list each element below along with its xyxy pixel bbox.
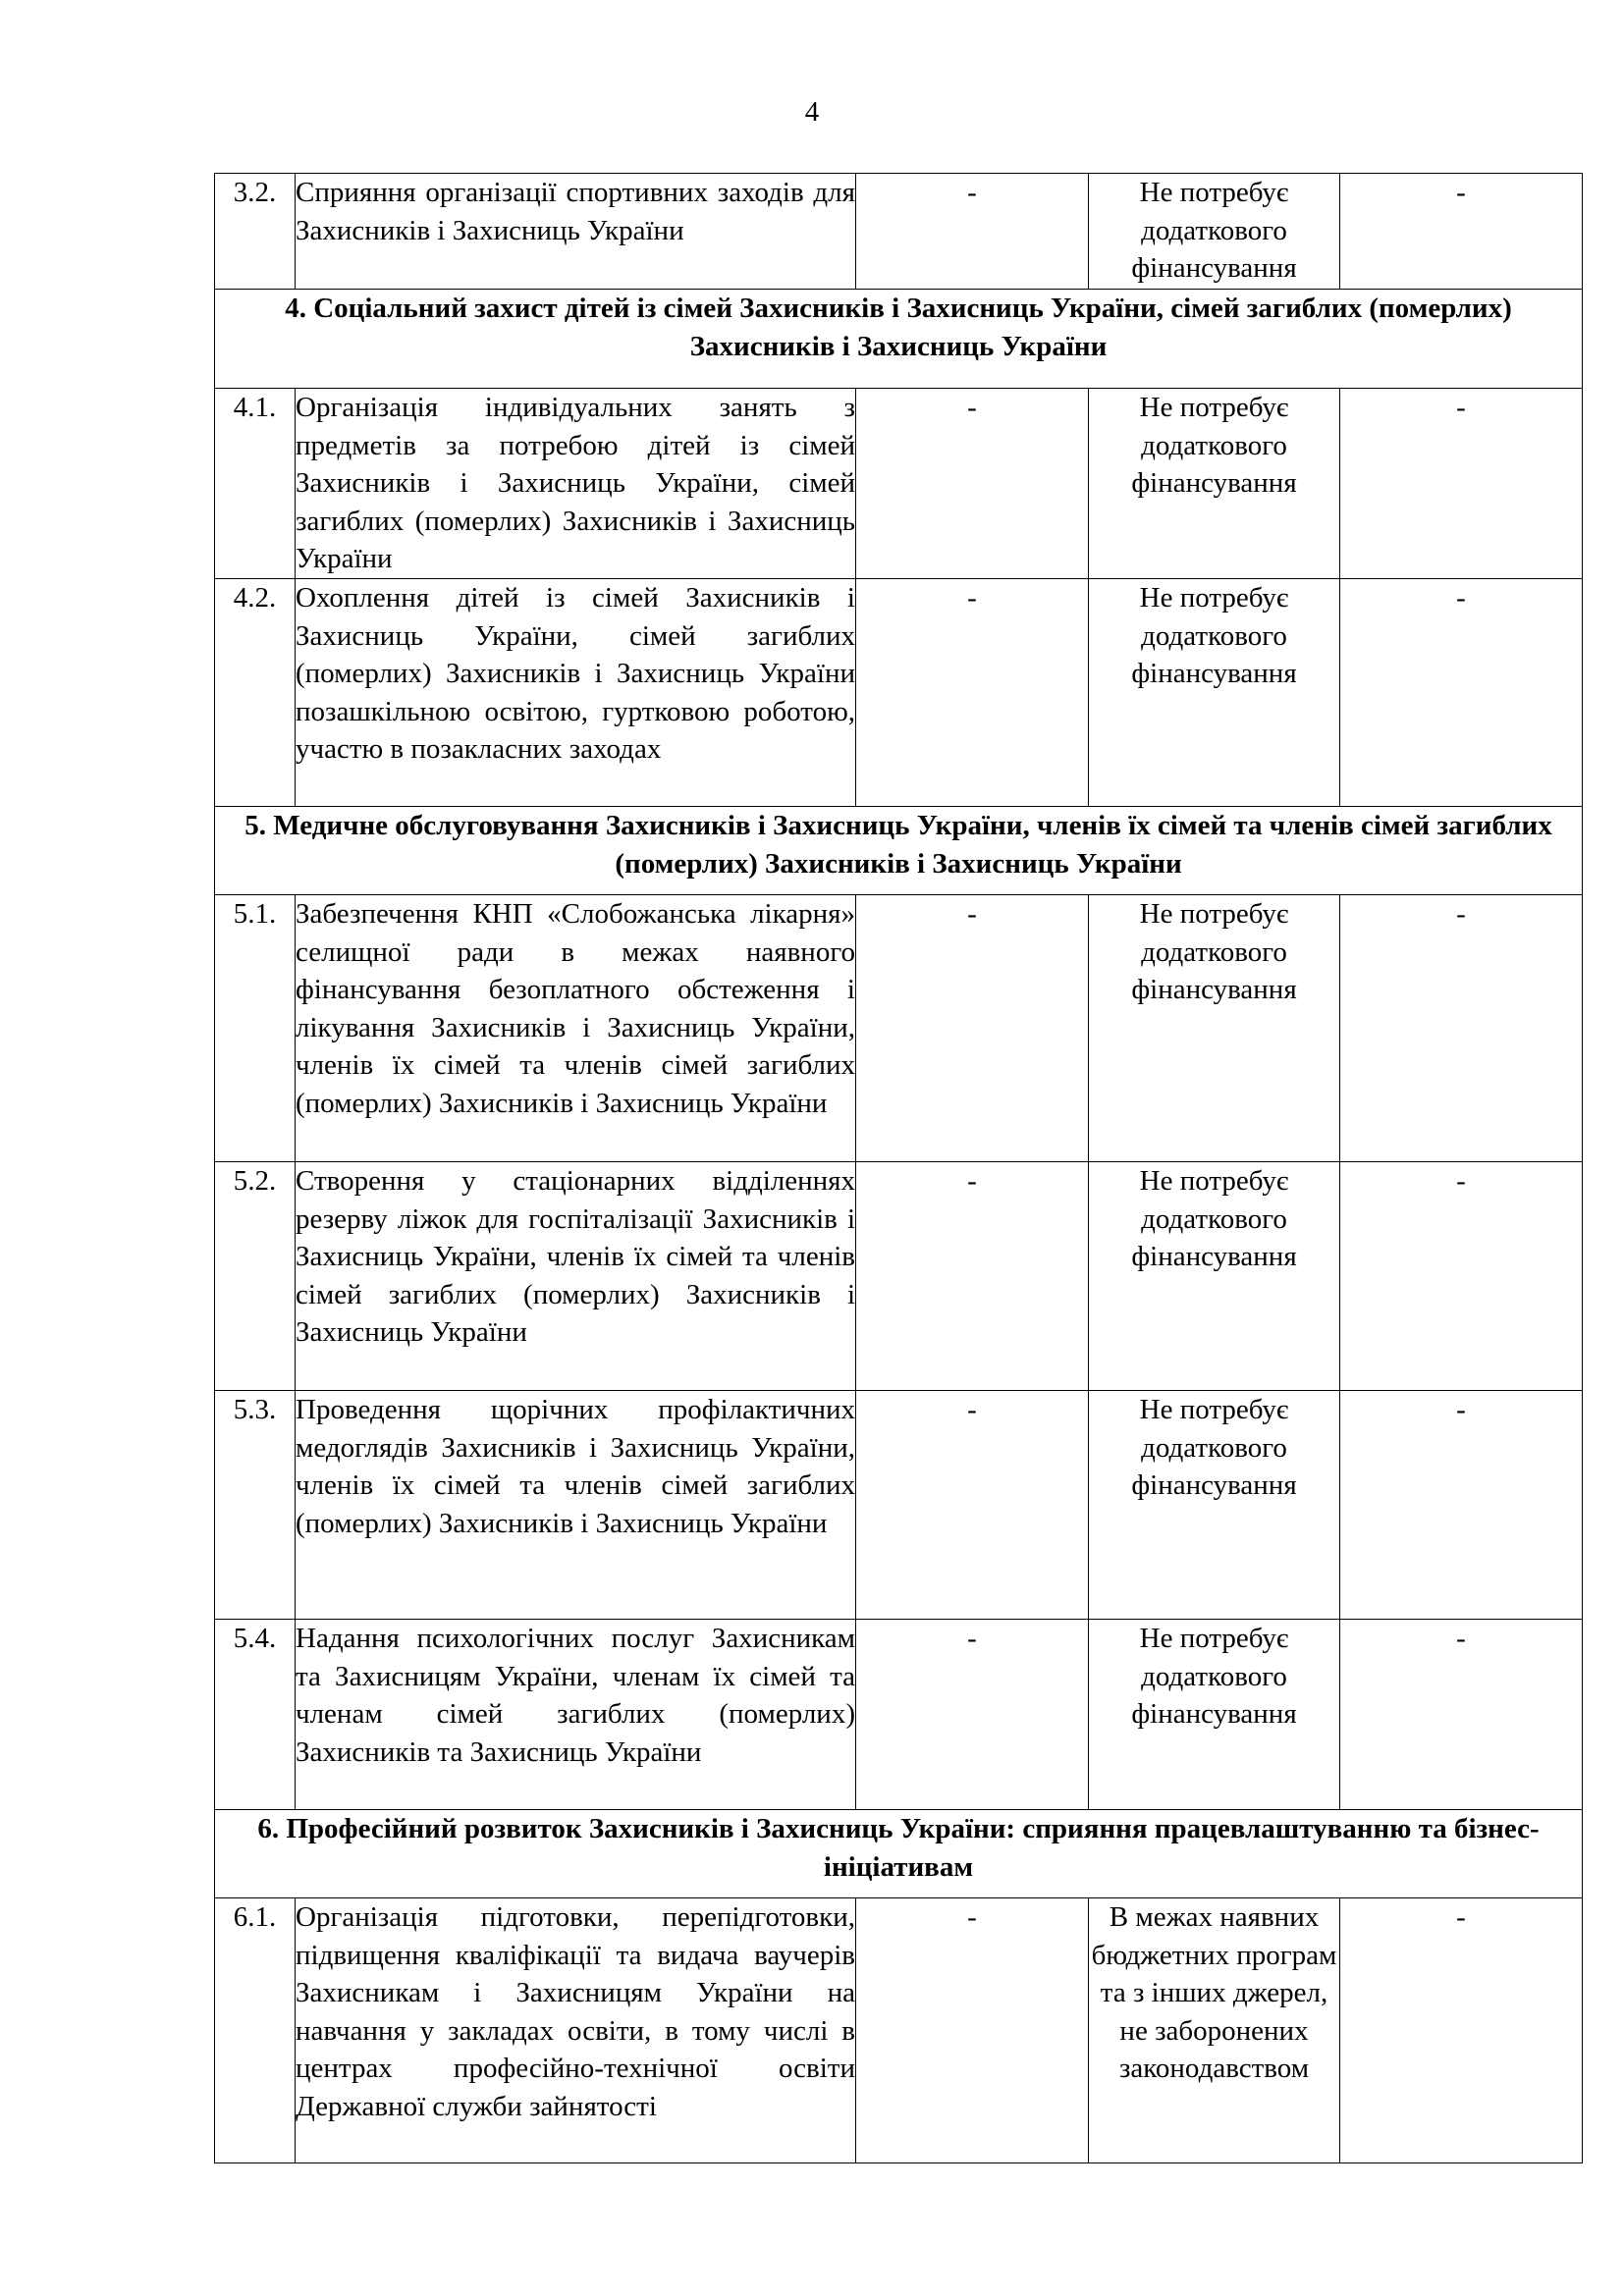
measure-description: Надання психологічних послуг Захисникам та Захисницям України, членам їх сімей та членам сімей загиблих (померлих) Захисників та Захисниць України [296,1620,856,1810]
cell-dash: - [856,174,1089,290]
cell-dash: - [856,579,1089,807]
item-number: 4.2. [215,579,296,807]
table-row-5-3 [215,1391,1583,1620]
table-row-3-2 [215,174,1583,290]
table-row-6-1 [215,1898,1583,2163]
table-row-5-2 [215,1162,1583,1391]
measure-description: Проведення щорічних профілактичних медоглядів Захисників і Захисниць України, членів їх сімей та членів сімей загиблих (померлих) Захисників і Захисниць України [296,1391,856,1620]
measures-table [214,173,1583,2163]
cell-dash: - [1340,1162,1583,1391]
funding-source: Не потребує додаткового фінансування [1089,895,1340,1162]
funding-source: В межах наявних бюджетних програм та з інших джерел, не заборонених законодавством [1089,1898,1340,2163]
cell-dash: - [856,1898,1089,2163]
item-number: 5.1. [215,895,296,1162]
funding-source: Не потребує додаткового фінансування [1089,1620,1340,1810]
section-title-4: 4. Соціальний захист дітей із сімей Захисників і Захисниць України, сімей загиблих (померлих) Захисників і Захисниць України [215,290,1583,389]
measure-description: Організація індивідуальних занять з предметів за потребою дітей із сімей Захисників і Захисниць України, сімей загиблих (померлих) Захисників і Захисниць України [296,389,856,579]
measure-description: Охоплення дітей із сімей Захисників і Захисниць України, сімей загиблих (померлих) Захисників і Захисниць України позашкільною освітою, гуртковою роботою, участю в позакласних заходах [296,579,856,807]
item-number: 5.2. [215,1162,296,1391]
cell-dash: - [856,389,1089,579]
measure-description: Сприяння організації спортивних заходів для Захисників і Захисниць України [296,174,856,290]
page-number: 4 [804,96,820,128]
measure-description: Організація підготовки, перепідготовки, підвищення кваліфікації та видача ваучерів Захисникам і Захисницям України на навчання у закладах освіти, в тому числі в центрах професійно-технічної освіти Державної служби зайнятості [296,1898,856,2163]
measure-description: Забезпечення КНП «Слобожанська лікарня» селищної ради в межах наявного фінансування безоплатного обстеження і лікування Захисників і Захисниць України, членів їх сімей та членів сімей загиблих (померлих) Захисників і Захисниць України [296,895,856,1162]
item-number: 5.3. [215,1391,296,1620]
cell-dash: - [1340,1620,1583,1810]
cell-dash: - [856,1162,1089,1391]
funding-source: Не потребує додаткового фінансування [1089,174,1340,290]
funding-source: Не потребує додаткового фінансування [1089,389,1340,579]
cell-dash: - [1340,389,1583,579]
item-number: 3.2. [215,174,296,290]
measure-description: Створення у стаціонарних відділеннях резерву ліжок для госпіталізації Захисників і Захисниць України, членів їх сімей та членів сімей загиблих (померлих) Захисників і Захисниць України [296,1162,856,1391]
cell-dash: - [856,1391,1089,1620]
cell-dash: - [856,895,1089,1162]
cell-dash: - [1340,1898,1583,2163]
funding-source: Не потребує додаткового фінансування [1089,1162,1340,1391]
item-number: 4.1. [215,389,296,579]
table-row-4-1 [215,389,1583,579]
table-row-5-1 [215,895,1583,1162]
cell-dash: - [856,1620,1089,1810]
section-header-row-5 [215,807,1583,895]
section-title-5: 5. Медичне обслуговування Захисників і Захисниць України, членів їх сімей та членів сімей загиблих (померлих) Захисників і Захисниць України [215,807,1583,895]
table-row-4-2 [215,579,1583,807]
funding-source: Не потребує додаткового фінансування [1089,579,1340,807]
section-title-6: 6. Професійний розвиток Захисників і Захисниць України: сприяння працевлаштуванню та бізнес-ініціативам [215,1810,1583,1898]
cell-dash: - [1340,1391,1583,1620]
cell-dash: - [1340,174,1583,290]
cell-dash: - [1340,895,1583,1162]
item-number: 5.4. [215,1620,296,1810]
table-row-5-4 [215,1620,1583,1810]
item-number: 6.1. [215,1898,296,2163]
section-header-row-4 [215,290,1583,389]
cell-dash: - [1340,579,1583,807]
section-header-row-6 [215,1810,1583,1898]
funding-source: Не потребує додаткового фінансування [1089,1391,1340,1620]
